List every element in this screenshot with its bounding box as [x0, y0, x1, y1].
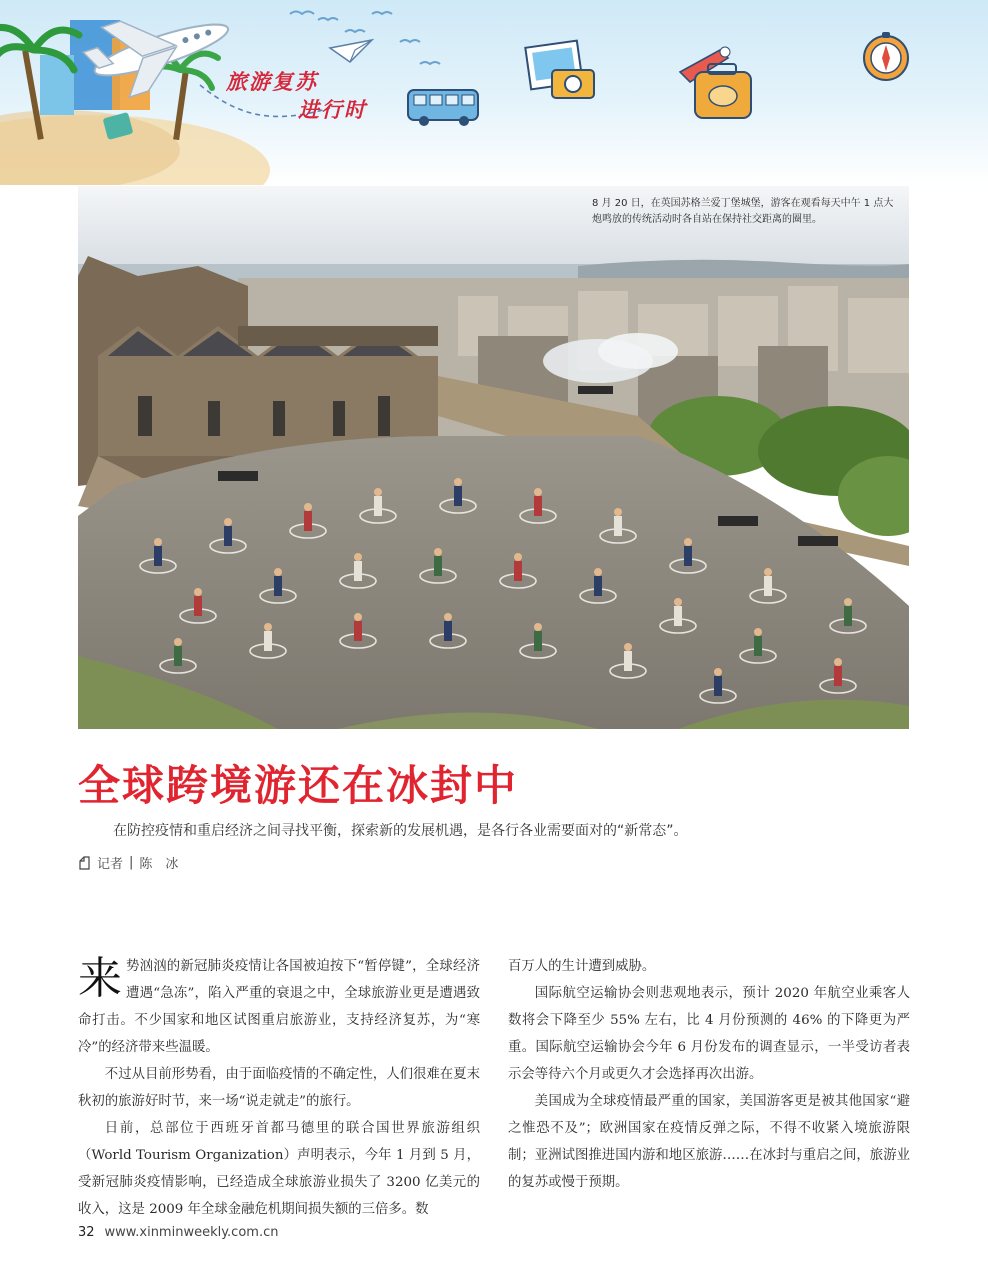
birds-icon	[290, 12, 440, 65]
page-footer	[78, 1225, 278, 1240]
page-number: 32	[78, 1225, 95, 1240]
feature-photo	[78, 186, 909, 729]
byline-separator: |	[129, 855, 134, 870]
paragraph: 国际航空运输协会则悲观地表示，预计 2020 年航空业乘客人数将会下降至少 55% 左右，比 4 月份预测的 46% 的下降更为严重。国际航空运输协会今年 6 月份发布的调查显示，一半受访者表示会等待六个月或更久才会选择再次出游。	[508, 986, 910, 1082]
banner-illustration	[0, 0, 988, 185]
paragraph: 不过从目前形势看，由于面临疫情的不确定性，人们很难在夏末秋初的旅游好时节，来一场“说走就走”的旅行。	[78, 1067, 480, 1109]
paragraph: 日前，总部位于西班牙首都马德里的联合国世界旅游组织（World Tourism Organization）声明表示，今年 1 月到 5 月，受新冠肺炎疫情影响，已经造成全球旅游业损失了 3200 亿美元的收入，这是 2009 年全球金融危机期间损失额的三倍多。数	[78, 1121, 480, 1217]
article-headline: 全球跨境游还在冰封中	[78, 761, 519, 810]
paragraph: 百万人的生计遭到威胁。	[508, 959, 656, 974]
pen-icon	[78, 856, 91, 870]
body-column-left	[78, 953, 480, 1223]
byline-label: 记者	[97, 857, 124, 872]
edinburgh-castle-photo	[78, 186, 909, 729]
bus-icon	[408, 90, 478, 126]
series-title-line2: 进行时	[298, 97, 367, 122]
dropcap: 来	[78, 953, 122, 1004]
article-dek: 在防控疫情和重启经济之间寻找平衡，探索新的发展机遇，是各行各业需要面对的“新常态”。	[113, 823, 688, 839]
photo-caption: 8 月 20 日，在英国苏格兰爱丁堡城堡，游客在观看每天中午 1 点大炮鸣放的传统活动时各自站在保持社交距离的圈里。	[592, 198, 894, 225]
series-title-line1: 旅游复苏	[226, 69, 318, 94]
compass-icon	[864, 32, 908, 80]
body-column-right	[508, 953, 910, 1196]
paragraph-text: 势汹汹的新冠肺炎疫情让各国被迫按下“暂停键”，全球经济遭遇“急冻”，陷入严重的衰退之中，全球旅游业更是遭遇致命打击。不少国家和地区试图重启旅游业，支持经济复苏，为“寒冷”的经济带来些温暖。	[78, 959, 480, 1055]
camera-photos-icon	[525, 41, 594, 98]
paragraph: 美国成为全球疫情最严重的国家，美国游客更是被其他国家“避之惟恐不及”；欧洲国家在疫情反弹之际，不得不收紧入境旅游限制；亚洲试图推进国内游和地区旅游……在冰封与重启之间，旅游业的复苏或慢于预期。	[508, 1094, 910, 1190]
paragraph	[78, 953, 480, 1061]
paper-plane-icon	[330, 40, 372, 62]
suitcase-icon	[680, 47, 751, 118]
website-link[interactable]: www.xinminweekly.com.cn	[104, 1225, 279, 1240]
header-banner	[0, 0, 988, 185]
byline-name: 陈 冰	[139, 857, 179, 872]
byline	[78, 853, 178, 872]
